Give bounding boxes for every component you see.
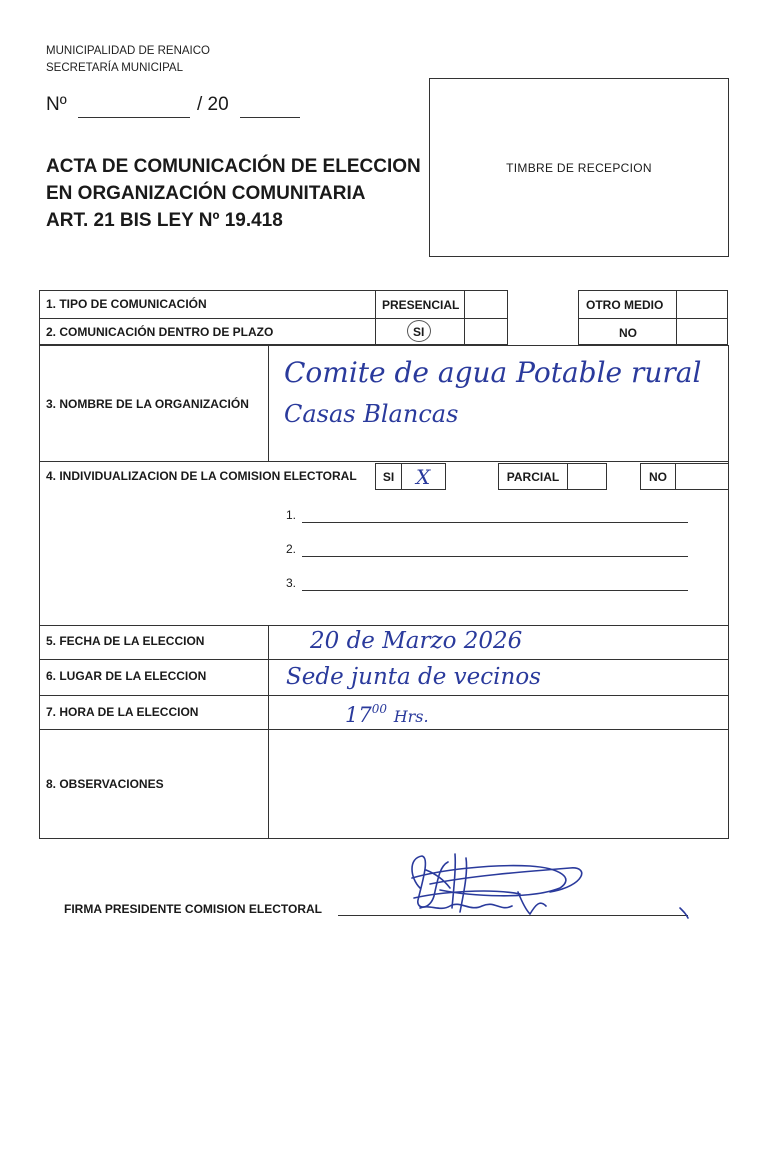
document-title-line2: EN ORGANIZACIÓN COMUNITARIA (46, 183, 366, 204)
signature-scribble (400, 848, 700, 920)
comision-no-checkbox (675, 463, 729, 490)
no-option: NO (619, 326, 637, 340)
row-2-label: 2. COMUNICACIÓN DENTRO DE PLAZO (46, 325, 274, 339)
number-prefix: Nº (46, 94, 67, 115)
organization-name-line1: Comite de agua Potable rural (284, 356, 702, 389)
row-3-divider (39, 461, 729, 462)
department-name: SECRETARÍA MUNICIPAL (46, 62, 183, 74)
organization-name-line2: Casas Blancas (284, 400, 459, 428)
member-2-line (302, 556, 688, 557)
otro-medio-vdivider (676, 290, 677, 345)
comision-si-option: SI (375, 463, 402, 490)
row-1-divider (39, 318, 508, 319)
election-time-value (345, 702, 429, 727)
row-5-label: 5. FECHA DE LA ELECCION (46, 634, 205, 648)
row-6-divider (39, 695, 729, 696)
election-time-hour: 17 (345, 703, 372, 727)
comision-parcial-checkbox (567, 463, 607, 490)
municipality-name: MUNICIPALIDAD DE RENAICO (46, 45, 211, 57)
document-number (46, 94, 67, 116)
election-time-minutes: 00 (371, 702, 388, 716)
election-time-suffix: Hrs. (393, 707, 429, 726)
document-title-line1: ACTA DE COMUNICACIÓN DE ELECCION (46, 156, 421, 177)
comision-parcial-option: PARCIAL (498, 463, 568, 490)
comision-no-option: NO (640, 463, 676, 490)
row-7-label: 7. HORA DE LA ELECCION (46, 705, 199, 719)
year-blank-line (240, 117, 300, 118)
otro-medio-option: OTRO MEDIO (586, 298, 664, 312)
member-3-line (302, 590, 688, 591)
reception-stamp-box (429, 78, 729, 257)
row-4-label: 4. INDIVIDUALIZACION DE LA COMISION ELECTORAL (46, 469, 357, 483)
rows-5-8-vdivider (268, 625, 269, 839)
signature-label: FIRMA PRESIDENTE COMISION ELECTORAL (64, 902, 323, 916)
document-title-line3: ART. 21 BIS LEY Nº 19.418 (46, 210, 283, 231)
row-1-2-vdivider2 (464, 290, 465, 345)
member-1-number: 1. (286, 508, 297, 522)
row-8-label: 8. OBSERVACIONES (46, 777, 164, 791)
member-3-number: 3. (286, 576, 297, 590)
row-1-2-vdivider (375, 290, 376, 345)
election-date-value: 20 de Marzo 2026 (310, 628, 523, 654)
number-blank-line (78, 117, 190, 118)
presencial-option: PRESENCIAL (382, 298, 460, 312)
si-option: SI (413, 325, 425, 339)
member-1-line (302, 522, 688, 523)
member-2-number: 2. (286, 542, 297, 556)
row-5-divider (39, 659, 729, 660)
comision-si-mark: X (416, 465, 431, 489)
row-3-vdivider (268, 345, 269, 461)
row-3-label: 3. NOMBRE DE LA ORGANIZACIÓN (46, 397, 249, 411)
otro-medio-divider (578, 318, 728, 319)
number-year-prefix: / 20 (197, 94, 229, 115)
reception-stamp-label: TIMBRE DE RECEPCION (506, 161, 652, 175)
row-1-label: 1. TIPO DE COMUNICACIÓN (46, 297, 207, 311)
election-place-value: Sede junta de vecinos (286, 664, 541, 690)
row-6-label: 6. LUGAR DE LA ELECCION (46, 669, 207, 683)
row-4-divider (39, 625, 729, 626)
comision-si-checkbox (401, 463, 446, 490)
row-7-divider (39, 729, 729, 730)
